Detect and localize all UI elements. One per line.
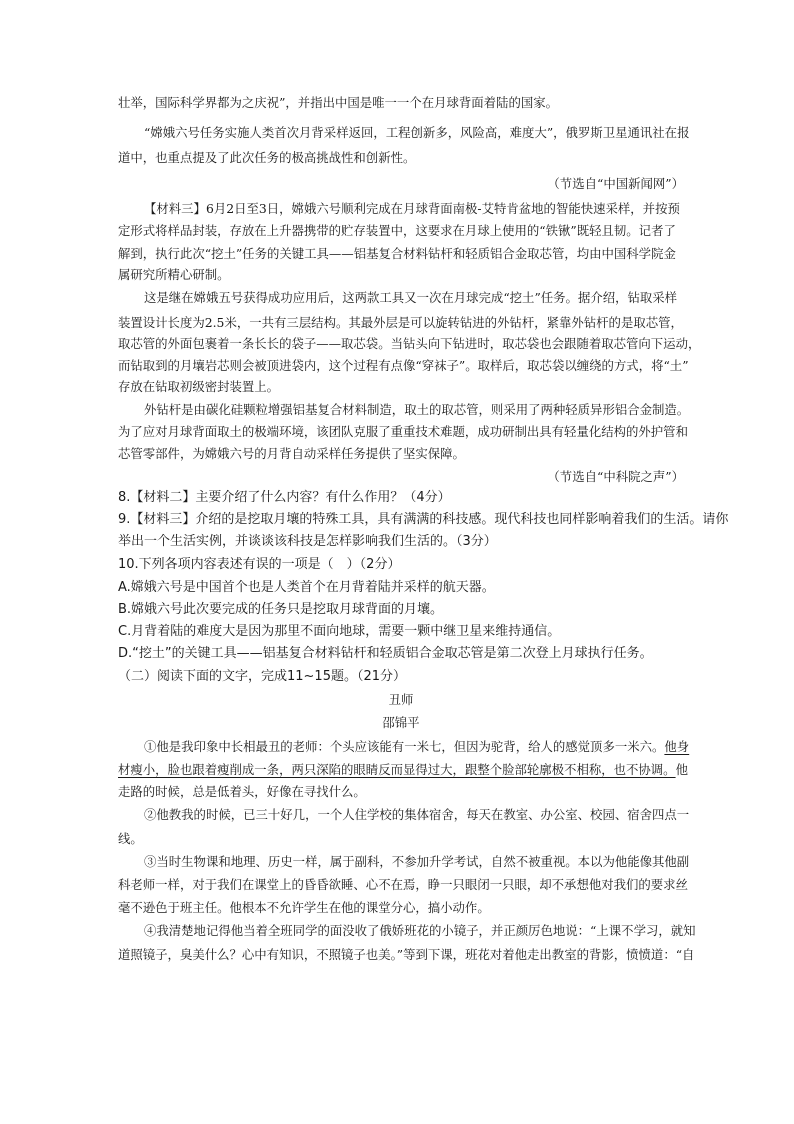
question-9-cont: 举出一个生活实例，并谈谈该科技是怎样影响我们生活的。（3分）: [118, 534, 497, 549]
text-line: 壮举，国际科学界都为之庆祝”，并指出中国是唯一一个在月球背面着陆的国家。: [118, 95, 559, 110]
text-line: 芯管零部件，为嫦娥六号的月背自动采样任务提供了坚实保障。: [118, 446, 465, 461]
story-author: 邵锦平: [382, 715, 420, 730]
text-line: 道中，也重点提及了此次任务的极高挑战性和创新性。: [118, 150, 416, 165]
text-line: 解到，执行此次“挖土”任务的关键工具——铝基复合材料钻杆和轻质铝合金取芯管，均由中国科学院金: [118, 246, 676, 261]
question-9: 9.【材料三】介绍的是挖取月壤的特殊工具，具有满满的科技感。现代科技也同样影响着我们的生活。请你: [118, 512, 729, 527]
option-a: A.嫦娥六号是中国首个也是人类首个在月背着陆并采样的航天器。: [118, 580, 495, 595]
source-note: （节选自“中国新闻网”）: [547, 176, 684, 191]
underlined-text: 材瘦小，脸也跟着瘦削成一条，两只深陷的眼睛反而显得过大，跟整个脸部轮廓极不相称，也不协调。: [118, 762, 676, 777]
section-heading: （二）阅读下面的文字，完成11~15题。（21分）: [118, 669, 407, 684]
paragraph-1-cont: [118, 762, 688, 778]
text-line: “嫦娥六号任务实施人类首次月背采样返回，工程创新多，风险高，难度大”，俄罗斯卫星通讯社在报: [144, 125, 690, 140]
text-span: ①他是我印象中长相最丑的老师：个头应该能有一米七，但因为驼背，给人的感觉顶多一米六。: [144, 739, 665, 754]
question-8: 8.【材料二】主要介绍了什么内容？有什么作用？（4分）: [118, 490, 451, 505]
text-line: 道照镜子，臭美什么？心中有知识，不照镜子也美。”等到下课，班花对着他走出教室的背影，愤愤道：“自: [118, 947, 695, 962]
text-line: 毫不逊色于班主任。他根本不允许学生在他的课堂分心，搞小动作。: [118, 900, 490, 915]
question-10: 10.下列各项内容表述有误的一项是（ ）（2分）: [118, 557, 401, 572]
paragraph-1: [144, 739, 690, 755]
paragraph-2: ②他教我的时候，已三十好几，一个人住学校的集体宿舍，每天在教室、办公室、校园、宿舍四点一: [144, 807, 690, 822]
text-line: 取芯管的外面包裹着一条长长的袋子——取芯袋。当钻头向下钻进时，取芯袋也会跟随着取芯管向下运动，: [118, 336, 701, 351]
text-line: 外钻杆是由碳化硅颗粒增强铝基复合材料制造，取土的取芯管，则采用了两种轻质异形铝合金制造。: [144, 402, 690, 417]
text-line: 装置设计长度为2.5米，一共有三层结构。其最外层是可以旋转钻进的外钻杆，紧靠外钻杆的是取芯管，: [118, 315, 683, 330]
option-b: B.嫦娥六号此次要完成的任务只是挖取月球背面的月壤。: [118, 602, 444, 617]
text-line: 存放在钻取初级密封装置上。: [118, 379, 280, 394]
text-line: 而钻取到的月壤岩芯则会被顶进袋内，这个过程有点像“穿袜子”。取样后，取芯袋以缠绕的方式，将“土”: [118, 358, 689, 373]
text-line: 科老师一样，对于我们在课堂上的昏昏欲睡、心不在焉，睁一只眼闭一只眼，却不承想他对我们的要求丝: [118, 877, 688, 892]
text-line: 定形式将样品封装，存放在上升器携带的贮存装置中，这要求在月球上使用的“铁锹”既轻且韧。记者了: [118, 223, 676, 238]
text-line: 这是继在嫦娥五号获得成功应用后，这两款工具又一次在月球完成“挖土”任务。据介绍，钻取采样: [144, 290, 678, 305]
paragraph-4: ④我清楚地记得他当着全班同学的面没收了俄娇班花的小镜子，并正颜厉色地说：“上课不学习，就知: [144, 923, 696, 938]
text-line: 属研究所精心研制。: [118, 267, 230, 282]
option-d: D.“挖土”的关键工具——铝基复合材料钻杆和轻质铝合金取芯管是第二次登上月球执行任务。: [118, 646, 653, 661]
text-line: 线。: [118, 831, 143, 846]
text-line: 为了应对月球背面取土的极端环境，该团队克服了重重技术难题，成功研制出具有轻量化结构的外护管和: [118, 424, 688, 439]
text-span: 他: [675, 762, 688, 777]
text-line: 【材料三】6月2日至3日，嫦娥六号顺利完成在月球背面南极-艾特肯盆地的智能快速采样，并按预: [144, 201, 680, 216]
paragraph-3: ③当时生物课和地理、历史一样，属于副科，不参加升学考试，自然不被重视。本以为他能像其他副: [144, 854, 690, 869]
underlined-text: 他身: [664, 739, 690, 754]
text-line: 走路的时候，总是低着头，好像在寻找什么。: [118, 784, 366, 799]
story-title: 丑师: [388, 692, 414, 707]
source-note: （节选自“中科院之声”）: [547, 469, 684, 484]
option-c: C.月背着陆的难度大是因为那里不面向地球，需要一颗中继卫星来维持通信。: [118, 624, 561, 639]
